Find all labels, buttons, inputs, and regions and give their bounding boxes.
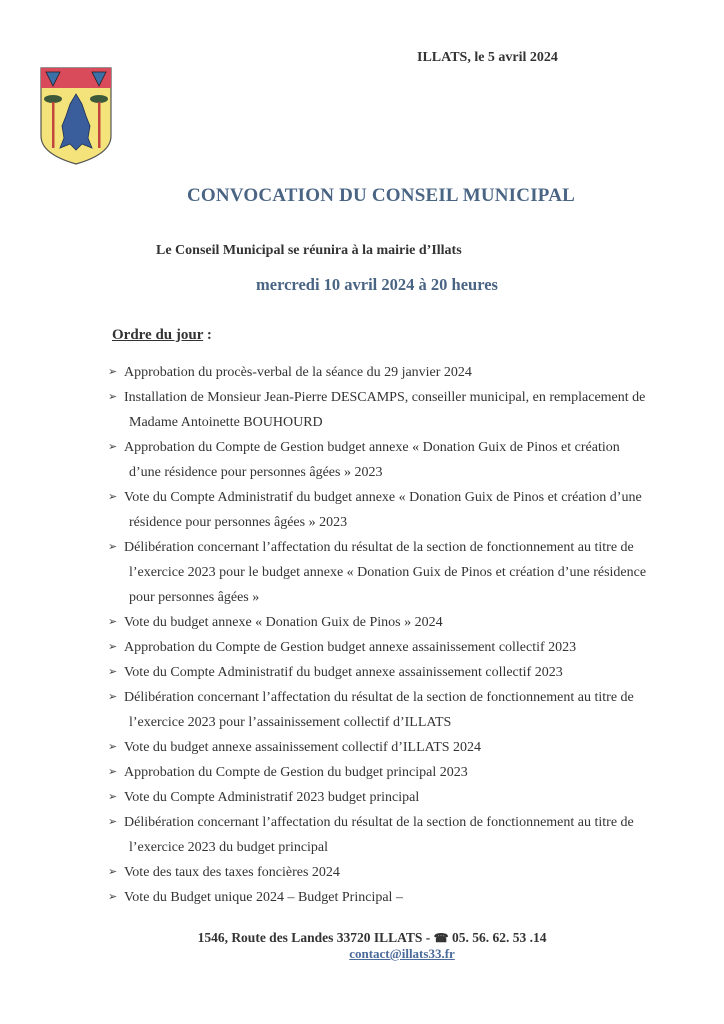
agenda-item-text: Installation de Monsieur Jean-Pierre DESCAMPS, conseiller municipal, en remplacement de: [124, 390, 646, 405]
arrow-bullet-icon: ➢: [108, 616, 118, 628]
agenda-item: [108, 360, 678, 385]
agenda-item-text: Approbation du procès-verbal de la séance du 29 janvier 2024: [124, 365, 472, 380]
agenda-item-text: Approbation du Compte de Gestion du budget principal 2023: [124, 765, 468, 780]
agenda-item: [108, 435, 678, 485]
agenda-item: [108, 385, 678, 435]
agenda-item-text: l’exercice 2023 du budget principal: [129, 840, 329, 855]
agenda-item-text: Approbation du Compte de Gestion budget annexe assainissement collectif 2023: [124, 640, 577, 655]
arrow-bullet-icon: ➢: [108, 641, 118, 653]
agenda-item-text: Délibération concernant l’affectation du résultat de la section de fonctionnement au titre de: [124, 690, 634, 705]
agenda-item-text: Délibération concernant l’affectation du résultat de la section de fonctionnement au titre de: [124, 540, 634, 555]
arrow-bullet-icon: ➢: [108, 666, 118, 678]
agenda-item: [108, 660, 678, 685]
agenda-item: [108, 885, 678, 910]
arrow-bullet-icon: ➢: [108, 741, 118, 753]
agenda-item-text: Vote du budget annexe assainissement collectif d’ILLATS 2024: [124, 740, 482, 755]
agenda-item: [108, 535, 678, 610]
agenda-item-text: l’exercice 2023 pour le budget annexe « Donation Guix de Pinos et création d’une résidence: [129, 565, 647, 580]
agenda-item-text: Vote du Compte Administratif du budget annexe « Donation Guix de Pinos et création d’une: [124, 490, 642, 505]
agenda-item-text: Vote des taux des taxes foncières 2024: [124, 865, 340, 880]
agenda-list: [108, 360, 678, 910]
arrow-bullet-icon: ➢: [108, 816, 118, 828]
agenda-item-text: d’une résidence pour personnes âgées » 2023: [129, 465, 383, 480]
agenda-item-text: Madame Antoinette BOUHOURD: [129, 415, 323, 430]
agenda-item: [108, 785, 678, 810]
agenda-item: [108, 685, 678, 735]
arrow-bullet-icon: ➢: [108, 491, 118, 503]
footer-phone: 05. 56. 62. 53 .14: [448, 930, 547, 945]
coat-of-arms-icon: [38, 66, 114, 166]
arrow-bullet-icon: ➢: [108, 541, 118, 553]
agenda-item: [108, 635, 678, 660]
agenda-item-text: Vote du Budget unique 2024 – Budget Principal –: [124, 890, 403, 905]
agenda-item-text: Vote du Compte Administratif 2023 budget principal: [124, 790, 420, 805]
agenda-heading: [112, 327, 212, 344]
arrow-bullet-icon: ➢: [108, 766, 118, 778]
agenda-item-text: pour personnes âgées »: [129, 590, 260, 605]
arrow-bullet-icon: ➢: [108, 866, 118, 878]
document-title: CONVOCATION DU CONSEIL MUNICIPAL: [187, 185, 575, 206]
agenda-item: [108, 610, 678, 635]
arrow-bullet-icon: ➢: [108, 391, 118, 403]
agenda-item-text: Approbation du Compte de Gestion budget annexe « Donation Guix de Pinos et création: [124, 440, 620, 455]
agenda-item-text: Vote du budget annexe « Donation Guix de Pinos » 2024: [124, 615, 443, 630]
agenda-item-text: Délibération concernant l’affectation du résultat de la section de fonctionnement au titre de: [124, 815, 634, 830]
agenda-item: [108, 735, 678, 760]
meeting-date: mercredi 10 avril 2024 à 20 heures: [256, 275, 498, 294]
agenda-item: [108, 485, 678, 535]
arrow-bullet-icon: ➢: [108, 441, 118, 453]
agenda-item: [108, 760, 678, 785]
footer-address: 1546, Route des Landes 33720 ILLATS -: [197, 930, 434, 945]
phone-icon: ☎: [433, 931, 449, 945]
agenda-item-text: l’exercice 2023 pour l’assainissement collectif d’ILLATS: [129, 715, 452, 730]
contact-email-link[interactable]: contact@illats33.fr: [349, 946, 455, 961]
agenda-item-text: Vote du Compte Administratif du budget annexe assainissement collectif 2023: [124, 665, 563, 680]
arrow-bullet-icon: ➢: [108, 891, 118, 903]
footer: [0, 930, 724, 962]
arrow-bullet-icon: ➢: [108, 366, 118, 378]
arrow-bullet-icon: ➢: [108, 691, 118, 703]
letter-date: ILLATS, le 5 avril 2024: [417, 50, 558, 65]
agenda-item: [108, 860, 678, 885]
meeting-intro: Le Conseil Municipal se réunira à la mairie d’Illats: [156, 243, 462, 258]
arrow-bullet-icon: ➢: [108, 791, 118, 803]
agenda-heading-suffix: :: [203, 327, 212, 343]
agenda-item: [108, 810, 678, 860]
agenda-item-text: résidence pour personnes âgées » 2023: [129, 515, 348, 530]
agenda-heading-label: Ordre du jour: [112, 327, 204, 343]
